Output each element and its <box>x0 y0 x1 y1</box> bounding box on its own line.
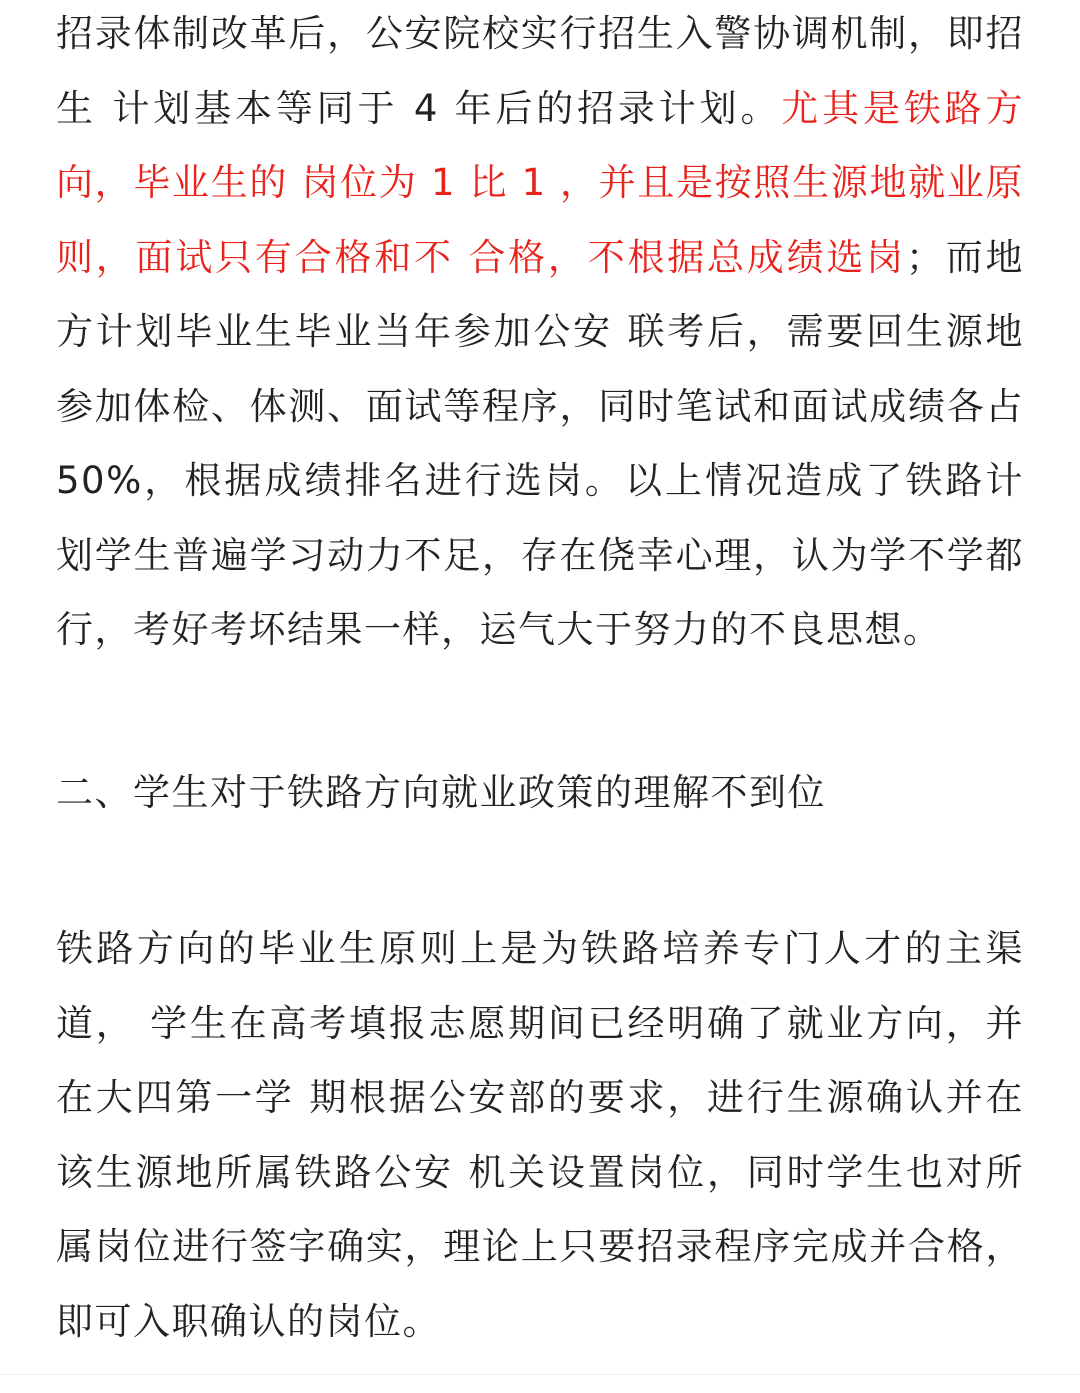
paragraph-recruitment-mechanism <box>56 0 1024 668</box>
highlighted-text: 尤其是铁路方向，毕业生的 岗位为 1 比 1 ，并且是按照生源地就业原则，面试只有合格和不 合格，不根据总成绩选岗 <box>56 86 1024 279</box>
paragraph-spacer <box>56 668 1024 756</box>
section-heading: 二、学生对于铁路方向就业政策的理解不到位 <box>56 770 826 814</box>
bottom-edge <box>0 1374 1080 1393</box>
paragraph-spacer <box>56 830 1024 912</box>
article-body <box>56 0 1024 1359</box>
paragraph-text: 招录体制改革后，公安院校实行招生入警协调机制，即招生 计划基本等同于 4 年后的招录计划。 <box>56 12 1024 130</box>
paragraph-text: ；而地方计划毕业生毕业当年参加公安 联考后，需要回生源地参加体检、体测、面试等程序，同时笔试和面试成绩各占 50%，根据成绩排名进行选岗。以上情况造成了铁路计划学生普遍学习动力不足，存在侥幸心理，认为学不学都行，考好考坏结果一样，运气大于努力的不良思想。 <box>56 235 1024 651</box>
paragraph-railway-employment: 铁路方向的毕业生原则上是为铁路培养专门人才的主渠道， 学生在高考填报志愿期间已经明确了就业方向，并在大四第一学 期根据公安部的要求，进行生源确认并在该生源地所属铁路公安 机关设置岗位，同时学生也对所属岗位进行签字确实，理论上只要招录程序完成并合格，即可入职确认的岗位。 <box>56 927 1024 1343</box>
